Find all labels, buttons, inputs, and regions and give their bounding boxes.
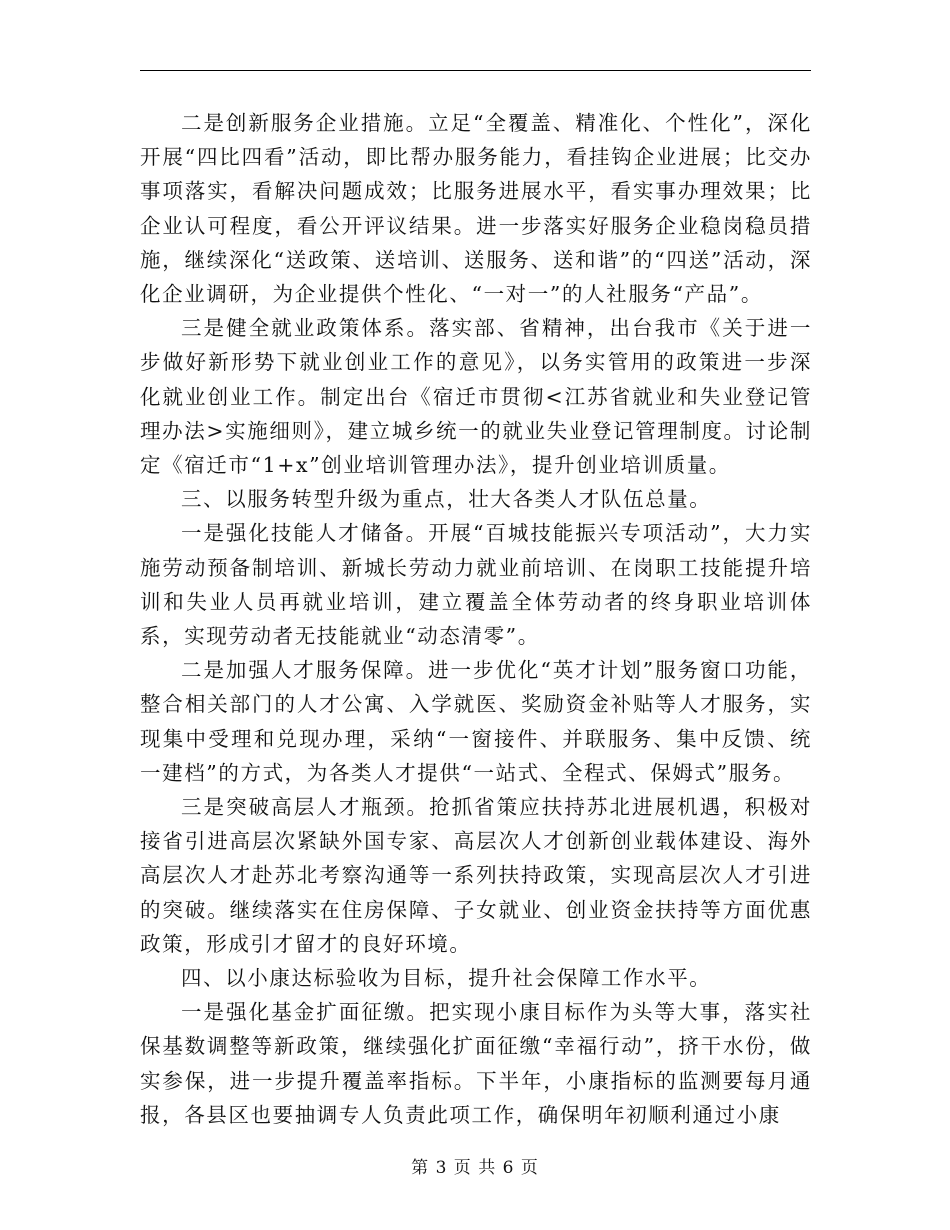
paragraph-6: 一是强化基金扩面征缴。把实现小康目标作为头等大事，落实社保基数调整等新政策，继续强化扩面征缴“幸福行动”，挤干水份，做实参保，进一步提升覆盖率指标。下半年，小康指标的监测要每月通报，各县区也要抽调专人负责此项工作，确保明年初顺利通过小康: [140, 1000, 812, 1127]
paragraph-4: 二是加强人才服务保障。进一步优化“英才计划”服务窗口功能，整合相关部门的人才公寓、入学就医、奖励资金补贴等人才服务，实现集中受理和兑现办理，采纳“一窗接件、并联服务、集中反馈、统一建档”的方式，为各类人才提供“一站式、全程式、保姆式”服务。: [140, 658, 812, 785]
section-heading-4: 四、以小康达标验收为目标，提升社会保障工作水平。: [181, 966, 712, 991]
header-rule: [140, 70, 811, 71]
page-number-footer: 第 3 页 共 6 页: [411, 1158, 539, 1178]
paragraph-2: 三是健全就业政策体系。落实部、省精神，出台我市《关于进一步做好新形势下就业创业工作的意见》，以务实管用的政策进一步深化就业创业工作。制定出台《宿迁市贯彻<江苏省就业和失业登记管理办法>实施细则》，建立城乡统一的就业失业登记管理制度。讨论制定《宿迁市“1+x”创业培训管理办法》，提升创业培训质量。: [140, 316, 812, 478]
paragraph-5: 三是突破高层人才瓶颈。抢抓省策应扶持苏北进展机遇，积极对接省引进高层次紧缺外国专家、高层次人才创新创业载体建设、海外高层次人才赴苏北考察沟通等一系列扶持政策，实现高层次人才引进的突破。继续落实在住房保障、子女就业、创业资金扶持等方面优惠政策，形成引才留才的良好环境。: [140, 795, 812, 956]
paragraph-1: 二是创新服务企业措施。立足“全覆盖、精准化、个性化”，深化开展“四比四看”活动，即比帮办服务能力，看挂钩企业进展；比交办事项落实，看解决问题成效；比服务进展水平，看实事办理效果；比企业认可程度，看公开评议结果。进一步落实好服务企业稳岗稳员措施，继续深化“送政策、送培训、送服务、送和谐”的“四送”活动，深化企业调研，为企业提供个性化、“一对一”的人社服务“产品”。: [140, 111, 812, 307]
section-heading-3: 三、以服务转型升级为重点，壮大各类人才队伍总量。: [181, 487, 712, 512]
paragraph-3: 一是强化技能人才储备。开展“百城技能振兴专项活动”，大力实施劳动预备制培训、新城长劳动力就业前培训、在岗职工技能提升培训和失业人员再就业培训，建立覆盖全体劳动者的终身职业培训体系，实现劳动者无技能就业“动态清零”。: [140, 521, 812, 649]
document-body: [140, 106, 812, 1132]
